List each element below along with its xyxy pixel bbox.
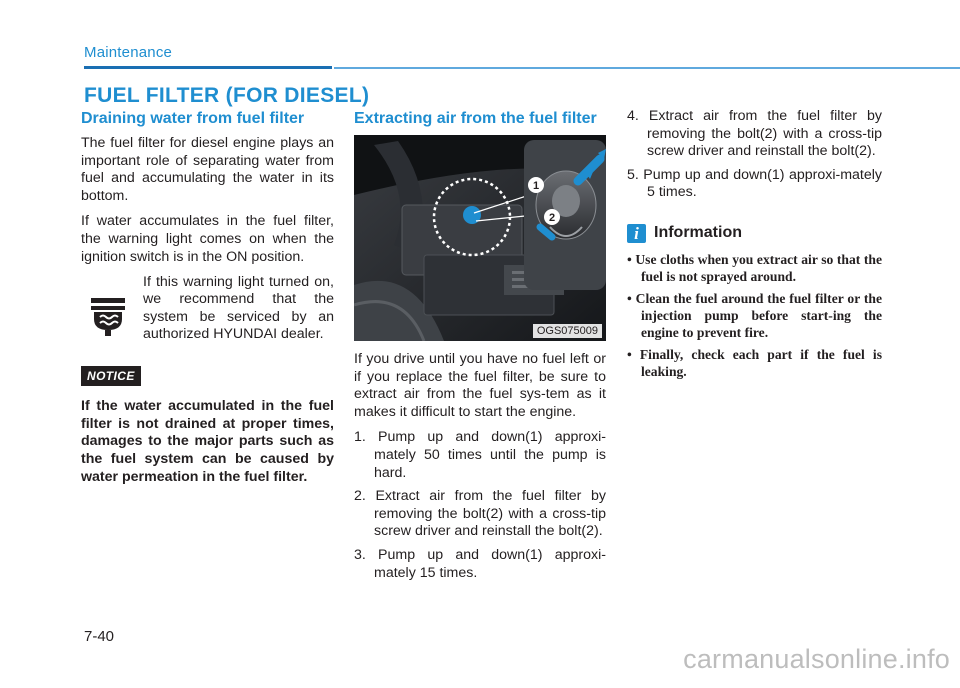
left-column — [81, 110, 334, 486]
callout-1: 1 — [532, 180, 540, 192]
engine-photo — [354, 135, 606, 341]
information-item: • Clean the fuel around the fuel filter or the injection pump before start-ing the engine to prevent fire. — [627, 290, 882, 340]
steps-list-1 — [354, 429, 606, 582]
page-number: 7-40 — [84, 628, 115, 645]
draining-heading: Draining water from fuel filter — [81, 110, 305, 127]
step-item: 4. Extract air from the fuel filter by removing the bolt(2) with a cross-tip screw driver and reinstall the bolt(2). — [627, 108, 882, 160]
warning-block — [81, 274, 334, 352]
header-rule-dark — [84, 66, 332, 69]
step-item: 3. Pump up and down(1) approxi-mately 15 times. — [354, 546, 606, 581]
draining-para-2: If water accumulates in the fuel filter, the warning light comes on when the ignition switch is in the ON position. — [81, 213, 334, 265]
information-list — [627, 251, 882, 380]
header-rule-light — [334, 67, 960, 69]
step-item: 5. Pump up and down(1) approxi-mately 5 times. — [627, 166, 882, 201]
information-item: • Use cloths when you extract air so that the fuel is not sprayed around. — [627, 251, 882, 284]
step-item: 2. Extract air from the fuel filter by removing the bolt(2) with a cross-tip screw driver and reinstall the bolt(2). — [354, 488, 606, 540]
extracting-heading: Extracting air from the fuel filter — [354, 110, 597, 127]
engine-illustration — [354, 135, 606, 341]
notice-text: If the water accumulated in the fuel filter is not drained at proper times, damages to the major parts such as the fuel system can be caused by water permeation in the fuel filter. — [81, 398, 334, 485]
warning-text: If this warning light turned on, we recommend that the system be serviced by an authorized HYUNDAI dealer. — [143, 274, 334, 342]
callout-2: 2 — [548, 212, 556, 224]
information-icon: i — [627, 224, 646, 243]
extracting-intro: If you drive until you have no fuel left or if you replace the fuel filter, be sure to extract air from the fuel sys-tem as it makes it difficult to start the engine. — [354, 351, 606, 420]
photo-code: OGS075009 — [533, 324, 602, 338]
information-header — [627, 224, 882, 243]
middle-column — [354, 110, 606, 588]
page-title: FUEL FILTER (FOR DIESEL) — [84, 84, 370, 107]
section-label: Maintenance — [84, 44, 173, 61]
watermark-link[interactable]: carmanualsonline.info — [683, 644, 950, 674]
water-in-fuel-icon — [83, 288, 133, 338]
steps-list-2 — [627, 108, 882, 202]
notice-badge: NOTICE — [81, 366, 141, 386]
draining-para-1: The fuel filter for diesel engine plays an important role of separating water from fuel and accumulating the water in its bottom. — [81, 135, 334, 204]
right-column — [627, 110, 882, 385]
information-item: • Finally, check each part if the fuel is leaking. — [627, 346, 882, 379]
step-item: 1. Pump up and down(1) approxi-mately 50 times until the pump is hard. — [354, 429, 606, 481]
information-title: Information — [654, 224, 742, 242]
